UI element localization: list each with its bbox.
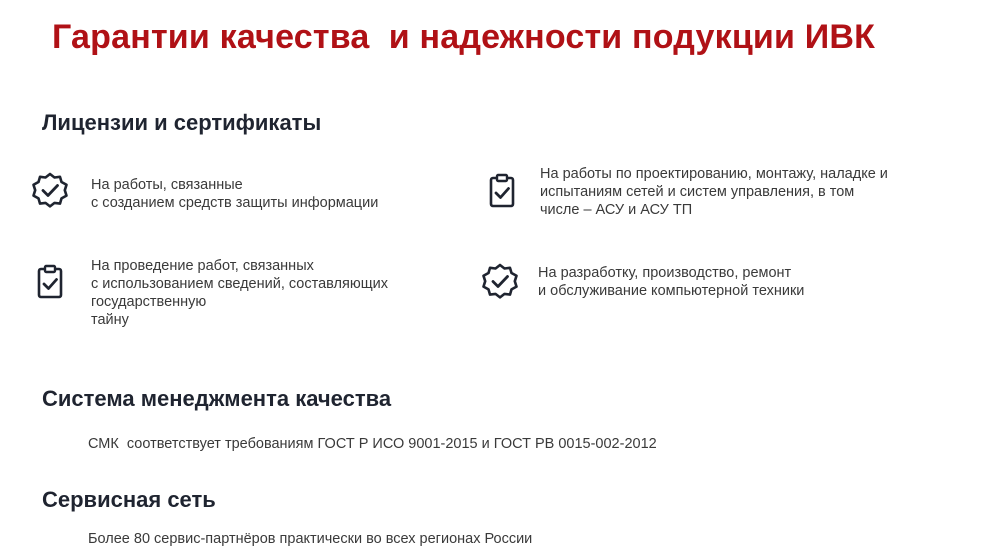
- license-item-text: На работы, связанные с созданием средств защиты информации: [91, 177, 379, 211]
- clipboard-check-icon: [30, 262, 70, 302]
- service-heading: Сервисная сеть: [42, 487, 216, 512]
- qms-text: СМК соответствует требованиям ГОСТ Р ИСО 9001-2015 и ГОСТ РВ 0015-002-2012: [88, 436, 657, 452]
- clipboard-check-icon: [482, 171, 522, 211]
- license-item-text: На работы по проектированию, монтажу, наладке и испытаниям сетей и систем управления, в том числе – АСУ и АСУ ТП: [540, 166, 888, 218]
- license-item-text: На разработку, производство, ремонт и обслуживание компьютерной техники: [538, 265, 805, 299]
- service-text: Более 80 сервис-партнёров практически во всех регионах России: [88, 531, 533, 547]
- qms-heading: Система менеджмента качества: [42, 386, 392, 411]
- badge-check-icon: [30, 171, 70, 211]
- licenses-heading: Лицензии и сертификаты: [42, 110, 322, 135]
- license-item-text: На проведение работ, связанных с использованием сведений, составляющих государственную тайну: [91, 258, 388, 328]
- badge-check-icon: [480, 262, 520, 302]
- page-title: Гарантии качества и надежности подукции ИВК: [52, 18, 876, 56]
